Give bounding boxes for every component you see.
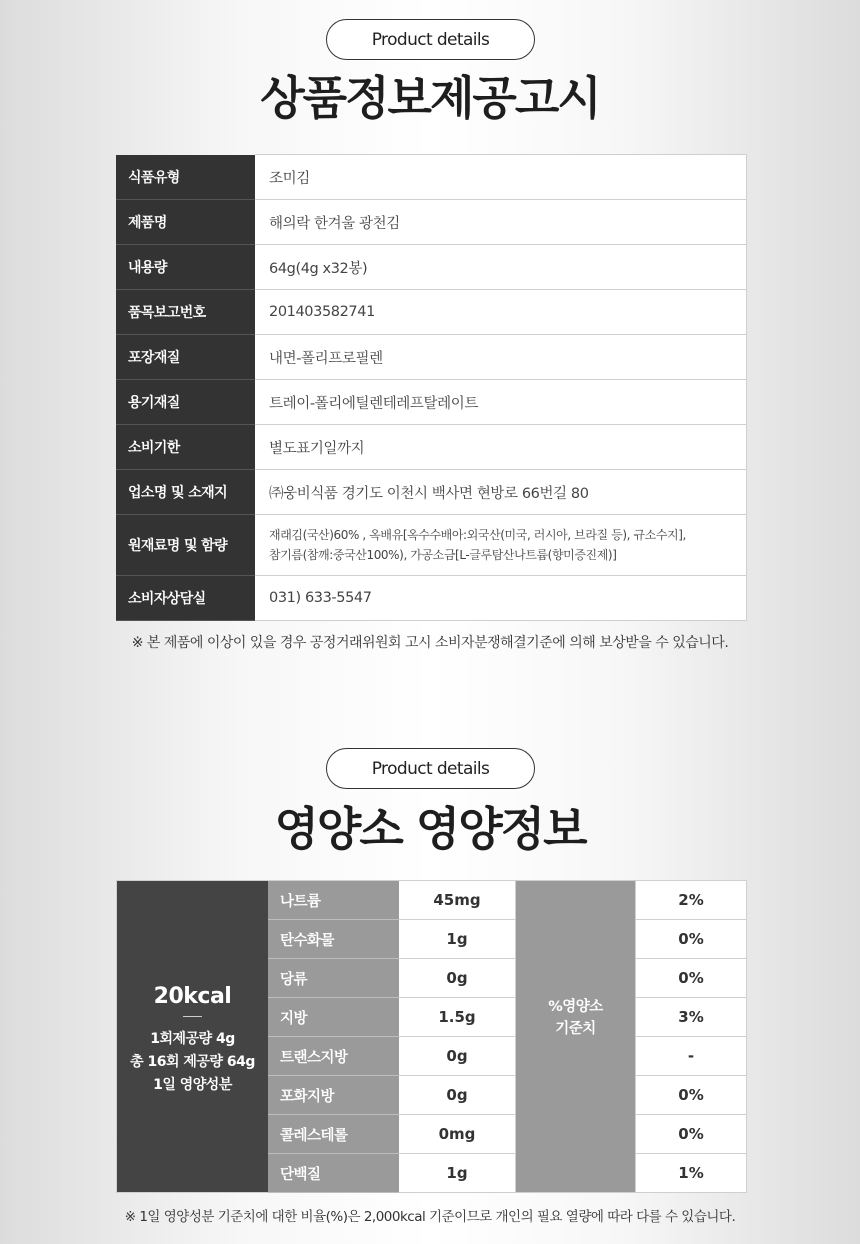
daily-value-label-panel — [516, 881, 635, 1192]
table-row — [116, 576, 747, 621]
nutrient-amount: 0g — [399, 959, 516, 998]
row-value — [255, 515, 747, 576]
nutrient-name: 콜레스테롤 — [268, 1115, 399, 1154]
table-row — [116, 335, 747, 380]
nutrient-percent: 0% — [635, 959, 746, 998]
row-value: 내면-폴리프로필렌 — [255, 335, 747, 380]
nutrient-amount: 1g — [399, 1154, 516, 1193]
row-key: 소비기한 — [116, 425, 255, 470]
nutrient-row — [268, 1154, 746, 1193]
row-key: 내용량 — [116, 245, 255, 290]
nutrient-percent: 1% — [635, 1154, 746, 1193]
nutrient-percent: 2% — [635, 881, 746, 920]
row-value: 해의락 한겨울 광천김 — [255, 200, 747, 245]
nutrient-name: 단백질 — [268, 1154, 399, 1193]
product-info-table — [116, 154, 747, 621]
calorie-panel — [117, 881, 268, 1192]
daily-nutrients-label: 1일 영양성분 — [153, 1077, 232, 1093]
row-key: 식품유형 — [116, 155, 255, 200]
row-key: 소비자상담실 — [116, 576, 255, 621]
row-key: 원재료명 및 함량 — [116, 515, 255, 576]
row-key: 포장재질 — [116, 335, 255, 380]
nutrient-amount: 45mg — [399, 881, 516, 920]
table-row — [116, 245, 747, 290]
daily-value-label-1: %영양소 — [548, 999, 603, 1015]
row-key: 용기재질 — [116, 380, 255, 425]
nutrient-percent: - — [635, 1037, 746, 1076]
total-servings: 총 16회 제공량 64g — [130, 1054, 255, 1070]
nutrient-row — [268, 1076, 746, 1115]
nutrient-amount: 0mg — [399, 1115, 516, 1154]
divider — [183, 1016, 202, 1017]
row-value: 별도표기일까지 — [255, 425, 747, 470]
row-value: 조미김 — [255, 155, 747, 200]
table-row — [116, 425, 747, 470]
nutrient-row — [268, 959, 746, 998]
product-details-pill: Product details — [326, 748, 535, 789]
table-row — [116, 290, 747, 335]
table-row — [116, 200, 747, 245]
row-key: 제품명 — [116, 200, 255, 245]
nutrient-name: 포화지방 — [268, 1076, 399, 1115]
nutrient-amount: 0g — [399, 1076, 516, 1115]
row-value: 201403582741 — [255, 290, 747, 335]
row-value: 64g(4g x32봉) — [255, 245, 747, 290]
nutrient-name: 당류 — [268, 959, 399, 998]
nutrient-row — [268, 1037, 746, 1076]
table-row — [116, 380, 747, 425]
nutrient-name: 탄수화물 — [268, 920, 399, 959]
ingredients-line-1: 재래김(국산)60% , 옥배유[옥수수배아:외국산(미국, 러시아, 브라질 등), 규소수지], — [269, 528, 686, 542]
product-details-pill: Product details — [326, 19, 535, 60]
row-value: 031) 633-5547 — [255, 576, 747, 621]
row-key: 품목보고번호 — [116, 290, 255, 335]
table-row — [116, 470, 747, 515]
compensation-note: ※ 본 제품에 이상이 있을 경우 공정거래위원회 고시 소비자분쟁해결기준에 의해 보상받을 수 있습니다. — [131, 635, 729, 651]
daily-value-note: ※ 1일 영양성분 기준치에 대한 비율(%)은 2,000kcal 기준이므로 개인의 필요 열량에 따라 다를 수 있습니다. — [124, 1209, 736, 1225]
nutrient-percent: 0% — [635, 920, 746, 959]
serving-size: 1회제공량 4g — [150, 1031, 235, 1047]
daily-value-label-2: 기준치 — [555, 1021, 596, 1037]
nutrient-row — [268, 881, 746, 920]
row-value: 트레이-폴리에틸렌테레프탈레이트 — [255, 380, 747, 425]
nutrient-name: 지방 — [268, 998, 399, 1037]
row-key: 업소명 및 소재지 — [116, 470, 255, 515]
product-info-title: 상품정보제공고시 — [260, 71, 600, 125]
table-row — [116, 515, 747, 576]
nutrient-name: 나트륨 — [268, 881, 399, 920]
calorie-value: 20kcal — [153, 984, 232, 1009]
nutrition-title: 영양소 영양정보 — [274, 802, 586, 856]
nutrient-amount: 1.5g — [399, 998, 516, 1037]
nutrient-row — [268, 920, 746, 959]
nutrition-table — [116, 880, 747, 1193]
nutrient-row — [268, 998, 746, 1037]
nutrient-amount: 1g — [399, 920, 516, 959]
nutrient-percent: 0% — [635, 1115, 746, 1154]
nutrient-name: 트랜스지방 — [268, 1037, 399, 1076]
row-value: ㈜웅비식품 경기도 이천시 백사면 현방로 66번길 80 — [255, 470, 747, 515]
nutrient-amount: 0g — [399, 1037, 516, 1076]
ingredients-line-2: 참기름(참깨:중국산100%), 가공소금[L-글루탐산나트륨(향미증진제)] — [269, 548, 617, 562]
table-row — [116, 155, 747, 200]
nutrient-row — [268, 1115, 746, 1154]
nutrient-percent: 3% — [635, 998, 746, 1037]
nutrient-percent: 0% — [635, 1076, 746, 1115]
